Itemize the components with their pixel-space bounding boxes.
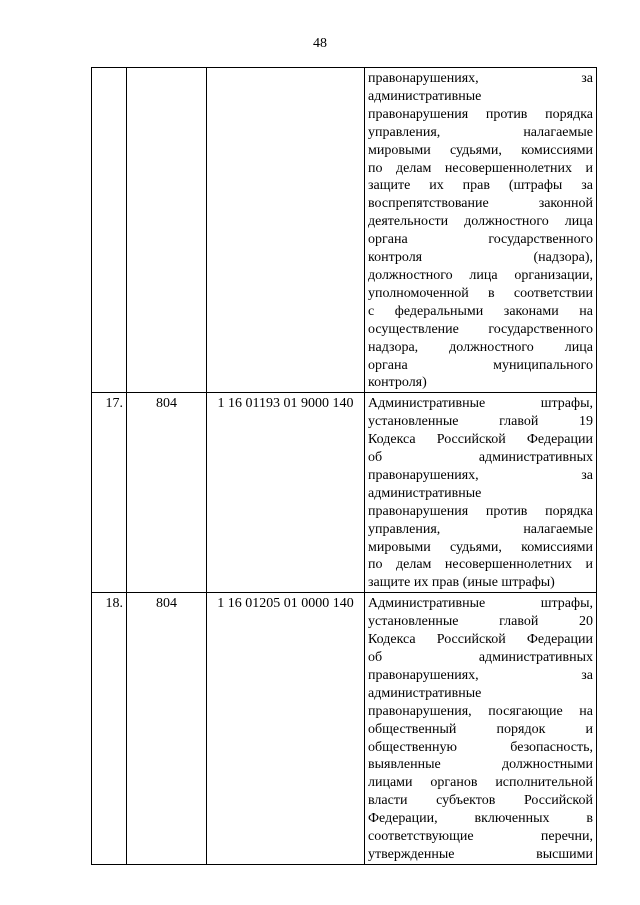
description-line: общественную безопасность, bbox=[368, 739, 593, 755]
description-line: лицами органов исполнительной bbox=[368, 775, 593, 791]
description-line: об административных bbox=[368, 450, 593, 466]
description-line: административные bbox=[368, 685, 482, 701]
page-number: 48 bbox=[313, 36, 327, 51]
description-line: защите их прав (штрафы за bbox=[368, 178, 593, 194]
description-line: утвержденные высшими bbox=[368, 846, 593, 862]
description-line: правонарушениях, за bbox=[368, 71, 593, 86]
description-line: Кодекса Российской Федерации bbox=[368, 632, 593, 648]
admin-code: 804 bbox=[127, 593, 207, 865]
description-line: общественный порядок и bbox=[368, 721, 593, 737]
description-line: мировыми судьями, комиссиями bbox=[368, 539, 593, 555]
kbk-code bbox=[207, 68, 365, 393]
description-line: осуществление государственного bbox=[368, 321, 593, 337]
row-number bbox=[92, 68, 127, 393]
description-line: соответствующие перечни, bbox=[368, 829, 593, 845]
kbk-code: 1 16 01205 01 0000 140 bbox=[207, 593, 365, 865]
description-line: административные bbox=[368, 485, 482, 501]
admin-code bbox=[127, 68, 207, 393]
description-line: установленные главой 20 bbox=[368, 614, 593, 630]
description-line: правонарушениях, за bbox=[368, 467, 593, 483]
description-cell bbox=[365, 393, 597, 593]
description-line: управления, налагаемые bbox=[368, 124, 593, 140]
budget-revenue-table bbox=[91, 67, 597, 865]
description-line: деятельности должностного лица bbox=[368, 214, 593, 230]
description-line: управления, налагаемые bbox=[368, 521, 593, 537]
description-line: органа государственного bbox=[368, 232, 593, 248]
description-line: Административные штрафы, bbox=[368, 596, 593, 612]
description-cell bbox=[365, 593, 597, 865]
description-line: правонарушениях, за bbox=[368, 667, 593, 683]
description-line: Кодекса Российской Федерации bbox=[368, 432, 593, 448]
description-line: Федерации, включенных в bbox=[368, 811, 593, 827]
description-line: Административные штрафы, bbox=[368, 396, 593, 412]
description-line: органа муниципального bbox=[368, 357, 593, 373]
description-cell bbox=[365, 68, 597, 393]
description-line: по делам несовершеннолетних и bbox=[368, 160, 593, 176]
description-line: должностного лица организации, bbox=[368, 267, 593, 283]
admin-code: 804 bbox=[127, 393, 207, 593]
description-line: правонарушения против порядка bbox=[368, 503, 593, 519]
row-number: 18. bbox=[92, 593, 127, 865]
table-row bbox=[92, 393, 597, 593]
description-line: уполномоченной в соответствии bbox=[368, 285, 593, 301]
description-line: мировыми судьями, комиссиями bbox=[368, 142, 593, 158]
description-line: установленные главой 19 bbox=[368, 414, 593, 430]
description-line: выявленные должностными bbox=[368, 757, 593, 773]
table-row bbox=[92, 593, 597, 865]
description-line: контроля (надзора), bbox=[368, 250, 593, 266]
description-line: с федеральными законами на bbox=[368, 303, 593, 319]
description-line: правонарушения против порядка bbox=[368, 106, 593, 122]
description-line: правонарушения, посягающие на bbox=[368, 703, 593, 719]
description-line: надзора, должностного лица bbox=[368, 339, 593, 355]
kbk-code: 1 16 01193 01 9000 140 bbox=[207, 393, 365, 593]
description-line: власти субъектов Российской bbox=[368, 793, 593, 809]
description-line: контроля) bbox=[368, 375, 427, 391]
description-line: воспрепятствование законной bbox=[368, 196, 593, 212]
table-row bbox=[92, 68, 597, 393]
description-line: по делам несовершеннолетних и bbox=[368, 557, 593, 573]
description-line: об административных bbox=[368, 650, 593, 665]
description-line: защите их прав (иные штрафы) bbox=[368, 575, 555, 591]
row-number: 17. bbox=[92, 393, 127, 593]
description-line: административные bbox=[368, 88, 482, 104]
